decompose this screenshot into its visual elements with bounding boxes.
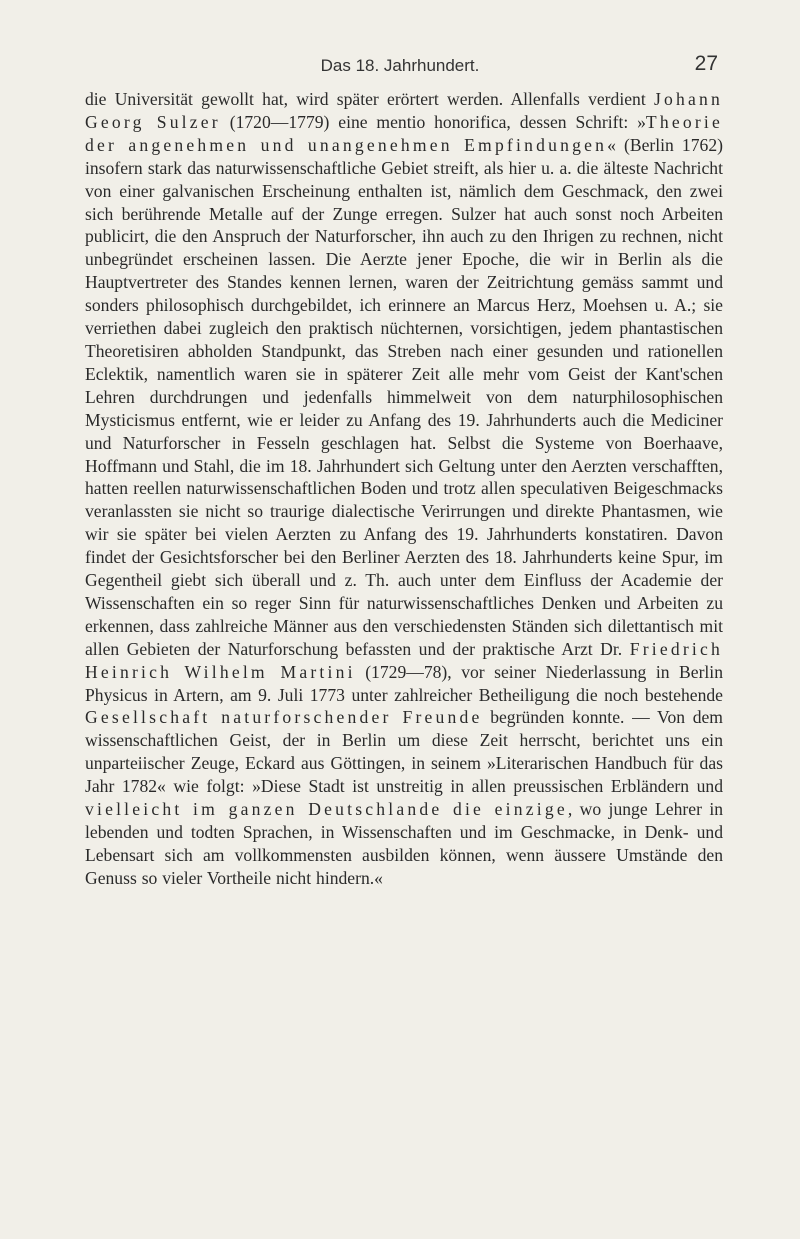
text-run: , wo junge Lehrer in lebenden und todten Sprachen, in Wissenschaften und im Geschmacke, in Denk- und Lebensart sich am vollkommensten ausbilden können, wenn äussere Umstände den Genuss so vieler Vortheile nicht hindern.« — [85, 799, 724, 888]
body-text — [85, 88, 723, 890]
text-run: die Universität gewollt hat, wird später erörtert werden. Allenfalls verdient — [85, 89, 654, 109]
text-run: begründen konnte. — Von dem wissenschaftlichen Geist, der in Berlin um diese Zeit herrscht, berichtet uns ein unparteiischer Zeuge, Eckard aus Göttingen, in seinem »Literarischen Handbuch für das Jahr 1782« wie folgt: »Diese Stadt ist unstreitig in allen preussischen Erbländern und — [85, 707, 723, 797]
page-header — [0, 52, 800, 82]
text-run: (1729—78), vor seiner Niederlassung in Berlin Physicus in Artern, am 9. Juli 1773 unter zahlreicher Betheiligung die noch bestehende — [85, 661, 723, 705]
spaced-name-sulzer: Johann Georg Sulzer — [85, 89, 723, 132]
page-number: 27 — [694, 52, 718, 75]
text-run: « (Berlin 1762) insofern stark das naturwissenschaftliche Gebiet streift, als hier u. a. die älteste Nachricht von einer galvanischen Erscheinung enthalten ist, nämlich dem Geschmack, den zwei sich berührende Metalle auf der Zunge erregen. Sulzer hat auch sonst noch Arbeiten publicirt, die den Anspruch der Naturforscher, ihn auch zu den Ihrigen zu rechnen, nicht unbegründet erscheinen lassen. Die Aerzte jener Epoche, die wir in Berlin als die Hauptvertreter des Standes kennen lernen, waren der Zeitrichtung gemäss sammt und sonders philosophisch durchgebildet, ich erinnere an Marcus Herz, Moehsen u. A.; sie verriethen dabei zugleich den praktisch nüchternen, vorsichtigen, jedem phantastischen Theoretisiren abholden Standpunkt, das Streben nach einer gesunden und rationellen Eclektik, namentlich waren sie in späterer Zeit alle mehr vom Geist der Kant'schen Lehren durchdrungen und jedenfalls himmelweit von dem naturphilosophischen Mysticismus entfernt, wie er leider zu Anfang des 19. Jahrhunderts auch die Mediciner und Naturforscher in Fesseln geschlagen hat. Selbst die Systeme von Boerhaave, Hoffmann und Stahl, die im 18. Jahrhundert sich Geltung unter den Aerzten verschafften, hatten reellen naturwissenschaftlichen Boden und trotz allen speculativen Beigeschmacks veranlassten sie nicht so traurige dialectische Verirrungen und direkte Phantasmen, wie wir sie später bei vielen Aerzten zu Anfang des 19. Jahrhunderts konstatiren. Davon findet der Gesichtsforscher bei den Berliner Aerzten des 18. Jahrhunderts keine Spur, im Gegentheil giebt sich überall und z. Th. auch unter dem Einfluss der Academie der Wissenschaften ein so reger Sinn für naturwissenschaftliches Denken und Arbeiten zu erkennen, dass zahlreiche Männer aus den verschiedensten Ständen sich dilettantisch mit allen Gebieten der Naturforschung befassten und der praktische Arzt Dr. — [85, 134, 723, 659]
spaced-emphasis: vielleicht im ganzen Deutschlande die einzige — [85, 799, 568, 820]
running-title: Das 18. Jahrhundert. — [320, 56, 480, 75]
spaced-name-martini: Friedrich Heinrich Wilhelm Martini — [85, 638, 723, 682]
spaced-society-name: Gesellschaft naturforschender Freunde — [85, 707, 483, 728]
text-run: (1720—1779) eine mentio honorifica, dessen Schrift: » — [220, 111, 646, 132]
paragraph — [85, 88, 723, 890]
spaced-work-title: Theorie der angenehmen und unangenehmen Empfindungen — [85, 111, 723, 155]
